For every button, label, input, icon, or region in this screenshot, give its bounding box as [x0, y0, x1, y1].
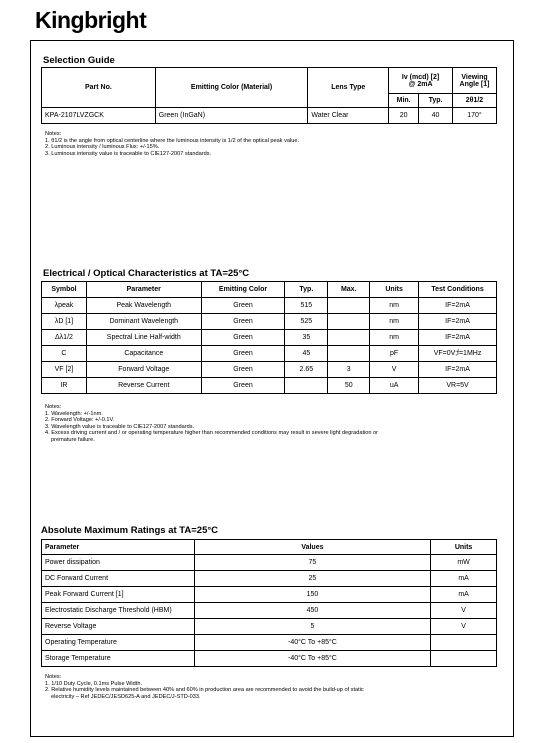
- cell-color: Green (InGaN): [155, 108, 308, 124]
- note-line: 1. Wavelength: +/-1nm.: [45, 410, 103, 417]
- cell-value: 75: [194, 555, 430, 571]
- cell-typ: 2.65: [285, 362, 328, 378]
- cell-parameter: Spectral Line Half-width: [86, 330, 201, 346]
- cell-typ: [285, 378, 328, 394]
- table-row: [42, 635, 497, 651]
- note-line: electricity – Ref JEDEC/JESD625-A and JEDEC/J-STD-033.: [51, 693, 201, 700]
- note-line: Notes:: [45, 404, 62, 410]
- note-line: 4. Excess driving current and / or operating temperature higher than recommended conditions may result in severe light degradation or: [45, 430, 379, 437]
- cell-lens: Water Clear: [308, 108, 389, 124]
- table-row: [42, 108, 497, 124]
- cell-value: 150: [194, 587, 430, 603]
- note-line: 2. Luminous intensity / luminous Flux: +/-15%.: [45, 144, 160, 151]
- cell-parameter: Storage Temperature: [42, 651, 195, 667]
- header-min: Min.: [389, 94, 419, 108]
- cell-typ: 45: [285, 346, 328, 362]
- cell-parameter: Electrostatic Discharge Threshold (HBM): [42, 603, 195, 619]
- cell-condition: IF=2mA: [419, 330, 497, 346]
- table-row: [42, 651, 497, 667]
- cell-condition: IF=2mA: [419, 314, 497, 330]
- cell-value: 25: [194, 571, 430, 587]
- header-part-no: Part No.: [42, 68, 156, 108]
- cell-unit: [431, 651, 497, 667]
- cell-angle: 170°: [453, 108, 497, 124]
- header-2theta: 2θ1/2: [453, 94, 497, 108]
- cell-unit: nm: [370, 298, 419, 314]
- cell-color: Green: [201, 346, 285, 362]
- cell-min: 20: [389, 108, 419, 124]
- table-row: [42, 587, 497, 603]
- cell-unit: mW: [431, 555, 497, 571]
- cell-parameter: Peak Forward Current [1]: [42, 587, 195, 603]
- cell-typ: 40: [419, 108, 453, 124]
- cell-max: [328, 330, 370, 346]
- cell-parameter: Peak Wavelength: [86, 298, 201, 314]
- electrical-table: [41, 281, 497, 394]
- cell-unit: V: [370, 362, 419, 378]
- header-iv-line2: @ 2mA: [408, 80, 433, 88]
- table-row: [42, 314, 497, 330]
- cell-color: Green: [201, 314, 285, 330]
- cell-unit: mA: [431, 587, 497, 603]
- cell-parameter: Reverse Voltage: [42, 619, 195, 635]
- header-lens-type: Lens Type: [308, 68, 389, 108]
- cell-parameter: Forward Voltage: [86, 362, 201, 378]
- header-view-line1: Viewing: [461, 73, 488, 81]
- selection-table: [41, 67, 497, 124]
- note-line: 1. θ1/2 is the angle from optical centerline where the luminous intensity is 1/2 of the optical peak value.: [45, 137, 300, 144]
- header-values: Values: [194, 540, 430, 555]
- cell-parameter: Capacitance: [86, 346, 201, 362]
- header-view-line2: Angle [1]: [459, 80, 490, 88]
- cell-parameter: DC Forward Current: [42, 571, 195, 587]
- header-viewing-angle: [453, 68, 497, 94]
- electrical-title: Electrical / Optical Characteristics at TA=25°C: [43, 268, 250, 279]
- cell-condition: IF=2mA: [419, 298, 497, 314]
- cell-max: 3: [328, 362, 370, 378]
- table-row: [42, 330, 497, 346]
- cell-parameter: Reverse Current: [86, 378, 201, 394]
- cell-unit: nm: [370, 330, 419, 346]
- cell-max: 50: [328, 378, 370, 394]
- table-row: [42, 555, 497, 571]
- cell-parameter: Power dissipation: [42, 555, 195, 571]
- cell-condition: VR=5V: [419, 378, 497, 394]
- cell-unit: V: [431, 603, 497, 619]
- cell-unit: mA: [431, 571, 497, 587]
- header-symbol: Symbol: [42, 282, 87, 298]
- note-line: 2. Forward Voltage: +/-0.1V.: [45, 417, 115, 424]
- absolute-ratings-title: Absolute Maximum Ratings at TA=25°C: [41, 525, 219, 536]
- note-line: premature failure.: [51, 436, 95, 443]
- cell-typ: 35: [285, 330, 328, 346]
- cell-color: Green: [201, 298, 285, 314]
- header-emitting-color: Emitting Color (Material): [155, 68, 308, 108]
- absolute-notes: [45, 674, 495, 700]
- cell-typ: 515: [285, 298, 328, 314]
- header-typ: Typ.: [419, 94, 453, 108]
- brand-logo: Kingbright: [35, 7, 147, 33]
- header-parameter: Parameter: [42, 540, 195, 555]
- cell-parameter: Dominant Wavelength: [86, 314, 201, 330]
- table-row: [42, 619, 497, 635]
- cell-typ: 525: [285, 314, 328, 330]
- cell-symbol: IR: [42, 378, 87, 394]
- table-row: [42, 571, 497, 587]
- header-emitting-color: Emitting Color: [201, 282, 285, 298]
- cell-symbol: λD [1]: [42, 314, 87, 330]
- header-test-conditions: Test Conditions: [419, 282, 497, 298]
- header-parameter: Parameter: [86, 282, 201, 298]
- note-line: Notes:: [45, 131, 62, 137]
- cell-max: [328, 298, 370, 314]
- note-line: 1. 1/10 Duty Cycle, 0.1ms Pulse Width.: [45, 680, 142, 687]
- cell-symbol: VF [2]: [42, 362, 87, 378]
- cell-unit: uA: [370, 378, 419, 394]
- cell-part: KPA-2107LVZGCK: [42, 108, 156, 124]
- cell-value: 450: [194, 603, 430, 619]
- table-row: [42, 346, 497, 362]
- cell-max: [328, 346, 370, 362]
- cell-unit: nm: [370, 314, 419, 330]
- table-row: [42, 298, 497, 314]
- cell-max: [328, 314, 370, 330]
- header-typ: Typ.: [285, 282, 328, 298]
- selection-notes: [45, 131, 495, 157]
- cell-symbol: Δλ1/2: [42, 330, 87, 346]
- cell-symbol: λpeak: [42, 298, 87, 314]
- electrical-notes: [45, 404, 495, 444]
- cell-value: -40°C To +85°C: [194, 635, 430, 651]
- table-row: [42, 603, 497, 619]
- cell-unit: [431, 635, 497, 651]
- header-max: Max.: [328, 282, 370, 298]
- cell-parameter: Operating Temperature: [42, 635, 195, 651]
- cell-condition: VF=0V;f=1MHz: [419, 346, 497, 362]
- header-units: Units: [431, 540, 497, 555]
- table-row: [42, 362, 497, 378]
- cell-value: -40°C To +85°C: [194, 651, 430, 667]
- header-iv: [389, 68, 453, 94]
- cell-value: 5: [194, 619, 430, 635]
- note-line: 3. Luminous intensity value is traceable to CIE127-2007 standards.: [45, 150, 212, 157]
- note-line: Notes:: [45, 674, 62, 680]
- note-line: 3. Wavelength value is traceable to CIE127-2007 standards.: [45, 423, 195, 430]
- cell-color: Green: [201, 378, 285, 394]
- cell-color: Green: [201, 330, 285, 346]
- cell-condition: IF=2mA: [419, 362, 497, 378]
- cell-unit: pF: [370, 346, 419, 362]
- cell-unit: V: [431, 619, 497, 635]
- table-row: [42, 378, 497, 394]
- note-line: 2. Relative humidity levels maintained between 40% and 60% in production area are recommended to avoid the build-up of static: [45, 687, 364, 694]
- header-units: Units: [370, 282, 419, 298]
- selection-guide-title: Selection Guide: [43, 55, 115, 66]
- header-iv-line1: Iv (mcd) [2]: [401, 73, 440, 81]
- cell-symbol: C: [42, 346, 87, 362]
- cell-color: Green: [201, 362, 285, 378]
- absolute-ratings-table: [41, 539, 497, 667]
